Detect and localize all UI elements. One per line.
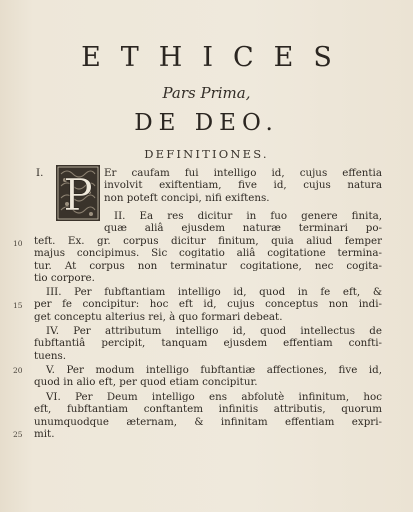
dropcap-ornament-icon	[55, 164, 101, 222]
text-line: eft, fubftantiam conftantem infinitis attributis, quorum	[34, 403, 382, 416]
line-number: 25	[13, 430, 23, 439]
text-line: Er caufam fui intelligo id, cujus effentia	[104, 167, 382, 179]
definition-6	[34, 391, 382, 440]
text-line: quæ aliâ ejusdem naturæ terminari po-	[104, 222, 382, 235]
section-heading: DE DEO.	[134, 110, 279, 136]
text-line: majus concipimus. Sic cogitatio aliâ cogitatione termina-	[34, 247, 382, 260]
text-line: II. Ea res dicitur in fuo genere finita,	[114, 210, 382, 222]
text-line: get conceptu alterius rei, à quo formari debeat.	[34, 310, 283, 323]
definition-1	[104, 167, 382, 204]
text-line: teft. Ex. gr. corpus dicitur finitum, quia aliud femper	[34, 235, 382, 247]
text-line: IV. Per attributum intelligo id, quod intellectus de	[46, 325, 382, 337]
definition-3	[34, 286, 382, 323]
definition-2-body	[34, 235, 382, 284]
definition-4	[34, 325, 382, 362]
line-number: 20	[13, 366, 23, 375]
line-number: 15	[13, 301, 23, 310]
page-subtitle: Pars Prima,	[162, 84, 251, 102]
text-line: tuens.	[34, 349, 67, 362]
text-line: involvit exiftentiam, five id, cujus natura	[104, 179, 382, 192]
text-line: quod in alio eft, per quod etiam concipitur.	[34, 376, 258, 389]
text-line: III. Per fubftantiam intelligo id, quod in fe eft, &	[46, 286, 382, 298]
definition-5	[34, 364, 382, 389]
text-line: per fe concipitur: hoc eft id, cujus conceptus non indi-	[34, 298, 382, 311]
text-line: unumquodque æternam, & infinitam effentiam expri-	[34, 415, 382, 428]
line-number: 10	[13, 239, 23, 248]
svg-text:P: P	[63, 170, 93, 221]
page-title: ETHICES	[81, 42, 352, 73]
text-line: mit.	[34, 427, 55, 440]
text-line: fubftantiâ percipit, tanquam ejusdem effentiam confti-	[34, 337, 382, 350]
definition-2-head	[104, 210, 382, 235]
definition-number: I.	[36, 167, 44, 179]
text-line: tio corpore.	[34, 271, 95, 284]
text-line: VI. Per Deum intelligo ens abfolutè infinitum, hoc	[46, 391, 382, 403]
text-line: tur. At corpus non terminatur cogitatione, nec cogita-	[34, 259, 382, 272]
ornamental-dropcap	[55, 164, 101, 222]
text-line: V. Per modum intelligo fubftantiæ affectiones, five id,	[46, 364, 382, 376]
definitions-heading: DEFINITIONES.	[144, 147, 269, 161]
text-line: non poteft concipi, nifi exiftens.	[104, 191, 270, 204]
